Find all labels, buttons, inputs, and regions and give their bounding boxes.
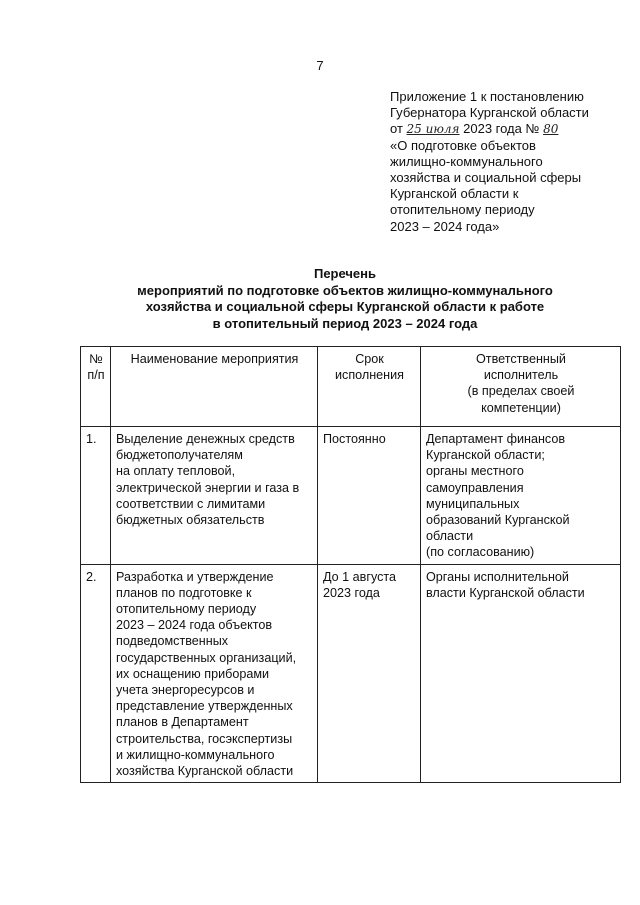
cell-line: планов по подготовке к <box>116 585 252 600</box>
header-num <box>81 347 111 427</box>
cell-line: на оплату тепловой, <box>116 464 236 479</box>
title-line: Перечень <box>313 266 377 281</box>
cell-line: Срок <box>355 352 384 366</box>
header-term <box>318 347 421 427</box>
appendix-line: «О подготовке объектов <box>390 137 536 153</box>
cell-line: № <box>89 352 103 366</box>
row-responsible <box>421 564 621 783</box>
handwritten-date: 25 июля <box>406 122 460 137</box>
cell-line: государственных организаций, <box>116 650 297 665</box>
row-name <box>111 564 318 783</box>
cell-line: Ответственный <box>476 352 566 366</box>
cell-line: представление утвержденных <box>116 699 293 714</box>
appendix-line: Губернатора Курганской области <box>390 105 589 121</box>
cell-line: подведомственных <box>116 634 229 649</box>
cell-line: образований Курганской <box>426 513 570 528</box>
title-line: хозяйства и социальной сферы Курганской области к работе <box>145 299 545 314</box>
cell-line: строительства, госэкспертизы <box>116 731 293 746</box>
cell-line: исполнитель <box>483 368 559 383</box>
cell-line: бюджетополучателям <box>116 448 243 463</box>
cell-line: Разработка и утверждение <box>116 569 274 584</box>
table-row <box>81 564 621 783</box>
table-header-row <box>81 347 621 427</box>
row-term <box>318 427 421 565</box>
cell-line: области <box>426 529 474 544</box>
cell-line: Департамент финансов <box>426 432 566 446</box>
cell-line: Выделение денежных средств <box>116 432 295 446</box>
appendix-line: 2023 – 2024 года» <box>390 218 500 234</box>
cell-line: До 1 августа <box>323 569 397 584</box>
date-prefix: от <box>390 121 403 137</box>
row-num: 1. <box>81 427 111 565</box>
cell-line: учета энергоресурсов и <box>116 683 255 698</box>
cell-line: компетенции) <box>481 400 561 415</box>
appendix-header <box>390 89 630 235</box>
title-line: мероприятий по подготовке объектов жилищно-коммунального <box>137 282 553 298</box>
row-responsible <box>421 427 621 565</box>
cell-line: самоуправления <box>426 480 524 495</box>
cell-line: власти Курганской области <box>426 585 585 600</box>
date-year: 2023 года № <box>463 121 540 137</box>
appendix-line: Приложение 1 к постановлению <box>390 89 584 104</box>
cell-line: и жилищно-коммунального <box>116 747 275 762</box>
cell-line: органы местного <box>426 464 524 479</box>
table-row <box>81 427 621 565</box>
page-number: 7 <box>316 58 324 73</box>
cell-line: электрической энергии и газа в <box>116 480 300 495</box>
cell-line: Постоянно <box>323 432 386 446</box>
cell-line: Органы исполнительной <box>426 569 569 584</box>
appendix-line: жилищно-коммунального <box>390 153 543 169</box>
cell-line: планов в Департамент <box>116 715 249 730</box>
appendix-line: отопительному периоду <box>390 202 535 218</box>
measures-table <box>80 346 621 783</box>
cell-line: их оснащению приборами <box>116 666 270 681</box>
cell-line: 2023 года <box>323 585 380 600</box>
header-name <box>111 347 318 427</box>
cell-line: отопительному периоду <box>116 602 257 617</box>
document-title <box>0 266 640 332</box>
cell-line: Наименование мероприятия <box>130 352 299 366</box>
appendix-date-line <box>390 121 630 137</box>
cell-line: (в пределах своей <box>467 384 575 399</box>
cell-line: хозяйства Курганской области <box>116 764 294 779</box>
appendix-line: Курганской области к <box>390 186 519 202</box>
cell-line: п/п <box>87 368 105 383</box>
row-term <box>318 564 421 783</box>
row-num: 2. <box>81 564 111 783</box>
cell-line: исполнения <box>335 368 404 383</box>
cell-line: муниципальных <box>426 496 520 511</box>
appendix-line: хозяйства и социальной сферы <box>390 170 582 186</box>
header-responsible <box>421 347 621 427</box>
title-line: в отопительный период 2023 – 2024 года <box>212 315 478 331</box>
row-name <box>111 427 318 565</box>
handwritten-number: 80 <box>543 122 559 137</box>
cell-line: Курганской области; <box>426 448 545 463</box>
cell-line: соответствии с лимитами <box>116 496 266 511</box>
cell-line: (по согласованию) <box>426 545 535 560</box>
cell-line: бюджетных обязательств <box>116 513 265 528</box>
cell-line: 2023 – 2024 года объектов <box>116 618 273 633</box>
